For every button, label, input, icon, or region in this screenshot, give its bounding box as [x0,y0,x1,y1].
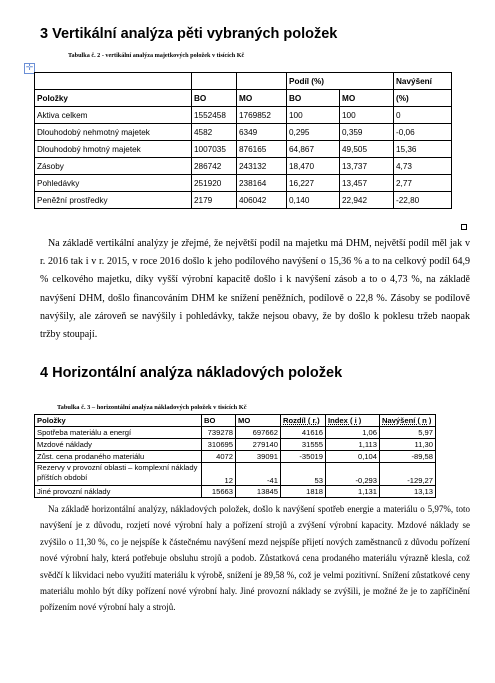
table-row [35,463,436,486]
cell-bo-pct: 0,295 [287,124,340,141]
cell-mo: 697662 [236,427,281,439]
cell-mo: 876165 [237,141,287,158]
cell-bo: 4072 [202,451,236,463]
table-caption-2: Tabulka č. 2 - vertikální analýza majetkových položek v tisících Kč [68,52,245,59]
cell-bo: 1007035 [192,141,237,158]
row-label: Aktiva celkem [35,107,192,124]
cell-navyseni: 2,77 [394,175,452,192]
cell-mo: 406042 [237,192,287,209]
cell-navyseni: 11,30 [380,439,436,451]
cell-navyseni: -0,06 [394,124,452,141]
row-label: Dlouhodobý hmotný majetek [35,141,192,158]
cell-bo: 15663 [202,486,236,498]
table-caption-3: Tabulka č. 3 – horizontální analýza nákladových položek v tisících Kč [57,404,247,411]
cell-mo: 243132 [237,158,287,175]
vertical-analysis-table [34,72,452,209]
row-label: Jiné provozní náklady [35,486,202,498]
table-row [35,451,436,463]
cell-navyseni: 4,73 [394,158,452,175]
row-label: Pohledávky [35,175,192,192]
cell-navyseni: -22,80 [394,192,452,209]
header-navyseni: Navýšení [394,73,452,90]
cell-bo-pct: 0,140 [287,192,340,209]
header-index: Index ( i ) [326,415,380,427]
table-row [35,427,436,439]
cell-bo: 286742 [192,158,237,175]
cell-rozdil: 41616 [281,427,326,439]
paragraph-horizontal-analysis: Na základě horizontální analýzy, nákladových položek, došlo k navýšení spotřeb energie a materiálu o 5,97%, toto navýšení je z důvodu, rozjetí nové výrobní haly a pořízení strojů a zvýšení výrobní kapacity. Mzdové náklady se zvýšilo o 11,30 %, co je nejspíše k částečnému navýšení mezd nejspíše přijetí nových zaměstnanců z důvodu pořízení nové výrobní haly, která potřebuje obsluhu strojů a podob. Zůstatková cena prodaného materiálu výrazně klesla, což svědčí k likvidaci nebo využití materiálu k výrobě, snížení je 89,58 %, což je velmi pozitivní. Snížení zůstatkové ceny materiálu mohlo být díky pořízení nové výrobní haly. Jiné provozní náklady se zvýšili, je možné že je to zapříčinění pořízením nové výrobní haly a strojů. [40,504,470,613]
header-polozky: Položky [35,415,202,427]
table-row [35,486,436,498]
header-mo-pct: MO [340,90,394,107]
cell-mo: 6349 [237,124,287,141]
cell-index: 1,113 [326,439,380,451]
cell-bo-pct: 16,227 [287,175,340,192]
cell-navyseni: -89,58 [380,451,436,463]
cell-bo-pct: 18,470 [287,158,340,175]
cell-mo: 1769852 [237,107,287,124]
table-row [35,124,452,141]
cell-rozdil: -35019 [281,451,326,463]
cell-mo-pct: 100 [340,107,394,124]
table-resize-handle[interactable] [461,224,467,230]
section-heading-vertical: 3 Vertikální analýza pěti vybraných položek [40,26,338,42]
section-heading-horizontal: 4 Horizontální analýza nákladových položek [40,365,343,381]
header-polozky: Položky [35,90,192,107]
cell-mo: 13845 [236,486,281,498]
cell-navyseni: 0 [394,107,452,124]
row-label: Mzdové náklady [35,439,202,451]
header-mo: MO [237,90,287,107]
cell-bo: 2179 [192,192,237,209]
header-rozdil: Rozdíl ( r.) [281,415,326,427]
cell-bo: 251920 [192,175,237,192]
paragraph-vertical-analysis: Na základě vertikální analýzy je zřejmé, že největší podíl na majetku má DHM, největší podíl měl jak v r. 2016 tak i v r. 2015, v roce 2016 došlo k jeho podílového navýšení o 15,36 % a to na celkový podíl 64,9 % celkového majetku, díky vyšší výrobní kapacitě došlo i k navýšení zásob a to o 4,73 %, na základě navýšení DHM, došlo financováním DHM ke snížení peněžních, podílově o 22,8 %. Zásoby se podílově navýšily, ale zároveň se navýšily i pohledávky, takže nejsou obavy, že by došlo k poklesu tržeb naopak tržby stoupají. [40,238,470,341]
cell-navyseni: 13,13 [380,486,436,498]
row-label: Peněžní prostředky [35,192,192,209]
row-label: Zásoby [35,158,192,175]
cell-rozdil: 53 [281,463,326,486]
cell-bo: 1552458 [192,107,237,124]
horizontal-analysis-table [34,414,436,498]
cell-navyseni: -129,27 [380,463,436,486]
cell-index: 1,06 [326,427,380,439]
cell-bo: 4582 [192,124,237,141]
cell-mo: 279140 [236,439,281,451]
table-row [35,439,436,451]
table-cell [237,73,287,90]
cell-bo: 310695 [202,439,236,451]
header-mo: MO [236,415,281,427]
table-row [35,141,452,158]
cell-mo-pct: 49,505 [340,141,394,158]
cell-bo: 739278 [202,427,236,439]
cell-bo-pct: 100 [287,107,340,124]
cell-bo: 12 [202,463,236,486]
cell-mo-pct: 22,942 [340,192,394,209]
cell-navyseni: 5,97 [380,427,436,439]
table-cell [35,73,192,90]
header-podil: Podíl (%) [287,73,394,90]
table-row [35,107,452,124]
move-anchor-icon[interactable]: ✛ [25,63,34,73]
table-row [35,175,452,192]
table-row [35,158,452,175]
header-pct: (%) [394,90,452,107]
cell-mo-pct: 13,737 [340,158,394,175]
header-bo: BO [192,90,237,107]
cell-rozdil: 1818 [281,486,326,498]
cell-mo-pct: 0,359 [340,124,394,141]
cell-bo-pct: 64,867 [287,141,340,158]
table-cell [192,73,237,90]
header-bo-pct: BO [287,90,340,107]
cell-mo-pct: 13,457 [340,175,394,192]
cell-mo: 238164 [237,175,287,192]
header-bo: BO [202,415,236,427]
cell-index: 0,104 [326,451,380,463]
table-row [35,192,452,209]
row-label: Rezervy v provozní oblasti – komplexní náklady příštích období [35,463,202,486]
row-label: Zůst. cena prodaného materiálu [35,451,202,463]
cell-mo: -41 [236,463,281,486]
row-label: Spotřeba materiálu a energí [35,427,202,439]
row-label: Dlouhodobý nehmotný majetek [35,124,192,141]
cell-rozdil: 31555 [281,439,326,451]
header-navyseni: Navýšení ( n ) [380,415,436,427]
cell-mo: 39091 [236,451,281,463]
cell-index: -0,293 [326,463,380,486]
cell-navyseni: 15,36 [394,141,452,158]
cell-index: 1,131 [326,486,380,498]
